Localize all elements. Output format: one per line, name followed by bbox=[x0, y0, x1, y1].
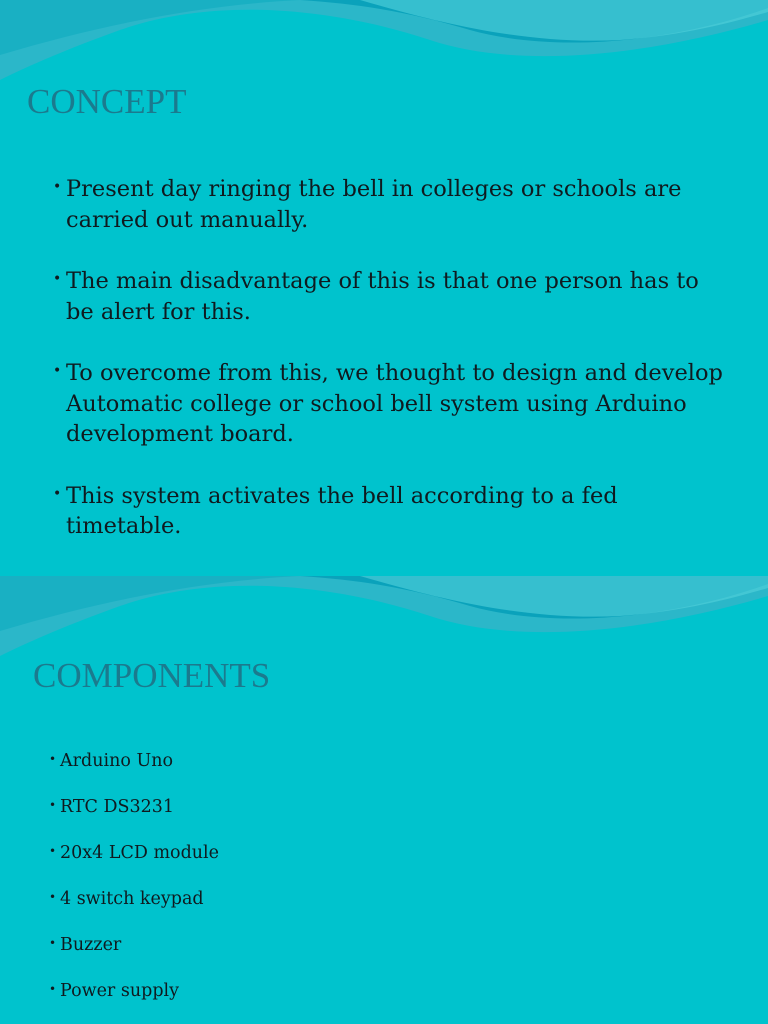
list-item: • This system activates the bell according to a fed timetable. bbox=[66, 481, 726, 542]
list-item: • Power supply bbox=[60, 978, 460, 1004]
slide-components bbox=[0, 576, 768, 1024]
bullet-icon: • bbox=[49, 798, 57, 812]
bullet-list bbox=[49, 748, 460, 1024]
list-item: • RTC DS3231 bbox=[60, 794, 460, 820]
slide-title: CONCEPT bbox=[27, 82, 187, 121]
bullet-icon: • bbox=[53, 271, 62, 287]
list-item: • The main disadvantage of this is that one person has to be alert for this. bbox=[66, 266, 726, 327]
list-item: • Buzzer bbox=[60, 932, 460, 958]
list-item: • 4 switch keypad bbox=[60, 886, 460, 912]
slide-title: COMPONENTS bbox=[33, 656, 271, 695]
wave-decoration bbox=[0, 0, 768, 90]
bullet-icon: • bbox=[53, 485, 62, 502]
bullet-icon: • bbox=[49, 890, 57, 904]
bullet-icon: • bbox=[49, 936, 57, 950]
bullet-list bbox=[53, 174, 726, 573]
bullet-icon: • bbox=[49, 844, 57, 858]
bullet-icon: • bbox=[53, 179, 62, 195]
list-item: • Arduino Uno bbox=[60, 748, 460, 774]
wave-decoration bbox=[0, 576, 768, 666]
bullet-icon: • bbox=[49, 982, 57, 996]
bullet-icon: • bbox=[49, 752, 57, 766]
list-item: • To overcome from this, we thought to design and develop Automatic college or school bell system using Arduino development board. bbox=[66, 358, 726, 450]
list-item: • 20x4 LCD module bbox=[60, 840, 460, 866]
bullet-icon: • bbox=[53, 363, 62, 379]
list-item: • Present day ringing the bell in colleges or schools are carried out manually. bbox=[66, 174, 726, 235]
